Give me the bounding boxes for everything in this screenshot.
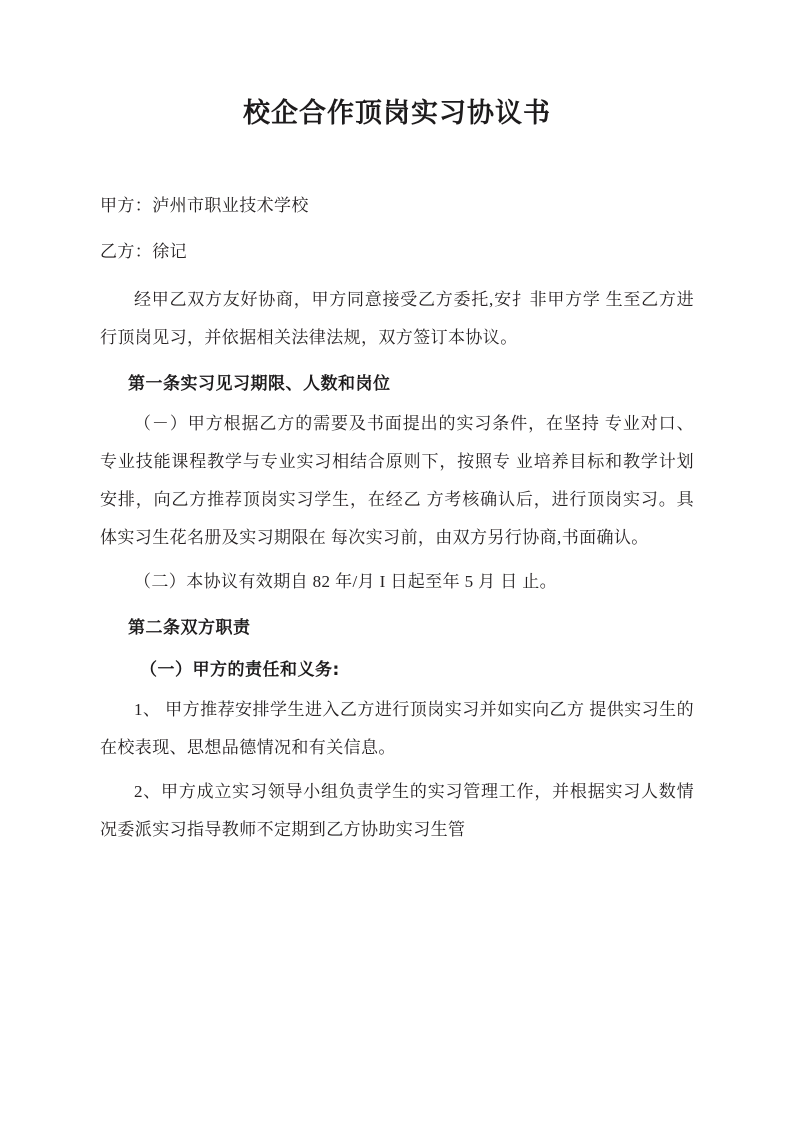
party-a-line: 甲方：泸州市职业技术学校 <box>100 196 309 216</box>
page-title: 校企合作顶岗实习协议书 <box>243 98 551 129</box>
document-body <box>100 96 694 855</box>
section-2-paragraph-1: 1、 甲方推荐安排学生进入乙方进行顶岗实习并如实向乙方 提供实习生的在校表现、思想品德情况和有关信息。 <box>100 700 694 758</box>
party-b-line: 乙方：徐记 <box>100 242 187 262</box>
section-1-heading: 第一条实习见习期限、人数和岗位 <box>128 374 391 395</box>
preamble-paragraph: 经甲乙双方友好协商，甲方同意接受乙方委托,安扌非甲方学 生至乙方进行顶岗见习，并依据相关法律法规，双方签订本协议。 <box>100 290 694 348</box>
section-2-heading: 第二条双方职责 <box>128 618 251 639</box>
section-2-subheading: （一）甲方的责任和义务: <box>140 660 340 681</box>
section-1-paragraph-1: （－）甲方根据乙方的需要及书面提出的实习条件，在坚持 专业对口、专业技能课程教学与专业实习相结合原则下，按照专 业培养目标和教学计划安排，向乙方推荐顶岗实习学生，在经乙 方考核确认后，进行顶岗实习。具体实习生花名册及实习期限在 每次实习前，由双方另行协商,书面确认。 <box>100 414 694 548</box>
section-1-paragraph-2: （二）本协议有效期自 82 年/月 I 日起至年 5 月 日 止。 <box>134 572 558 592</box>
section-2-paragraph-2: 2、甲方成立实习领导小组负责学生的实习管理工作，并根据实习人数情况委派实习指导教师不定期到乙方协助实习生管 <box>100 782 694 840</box>
